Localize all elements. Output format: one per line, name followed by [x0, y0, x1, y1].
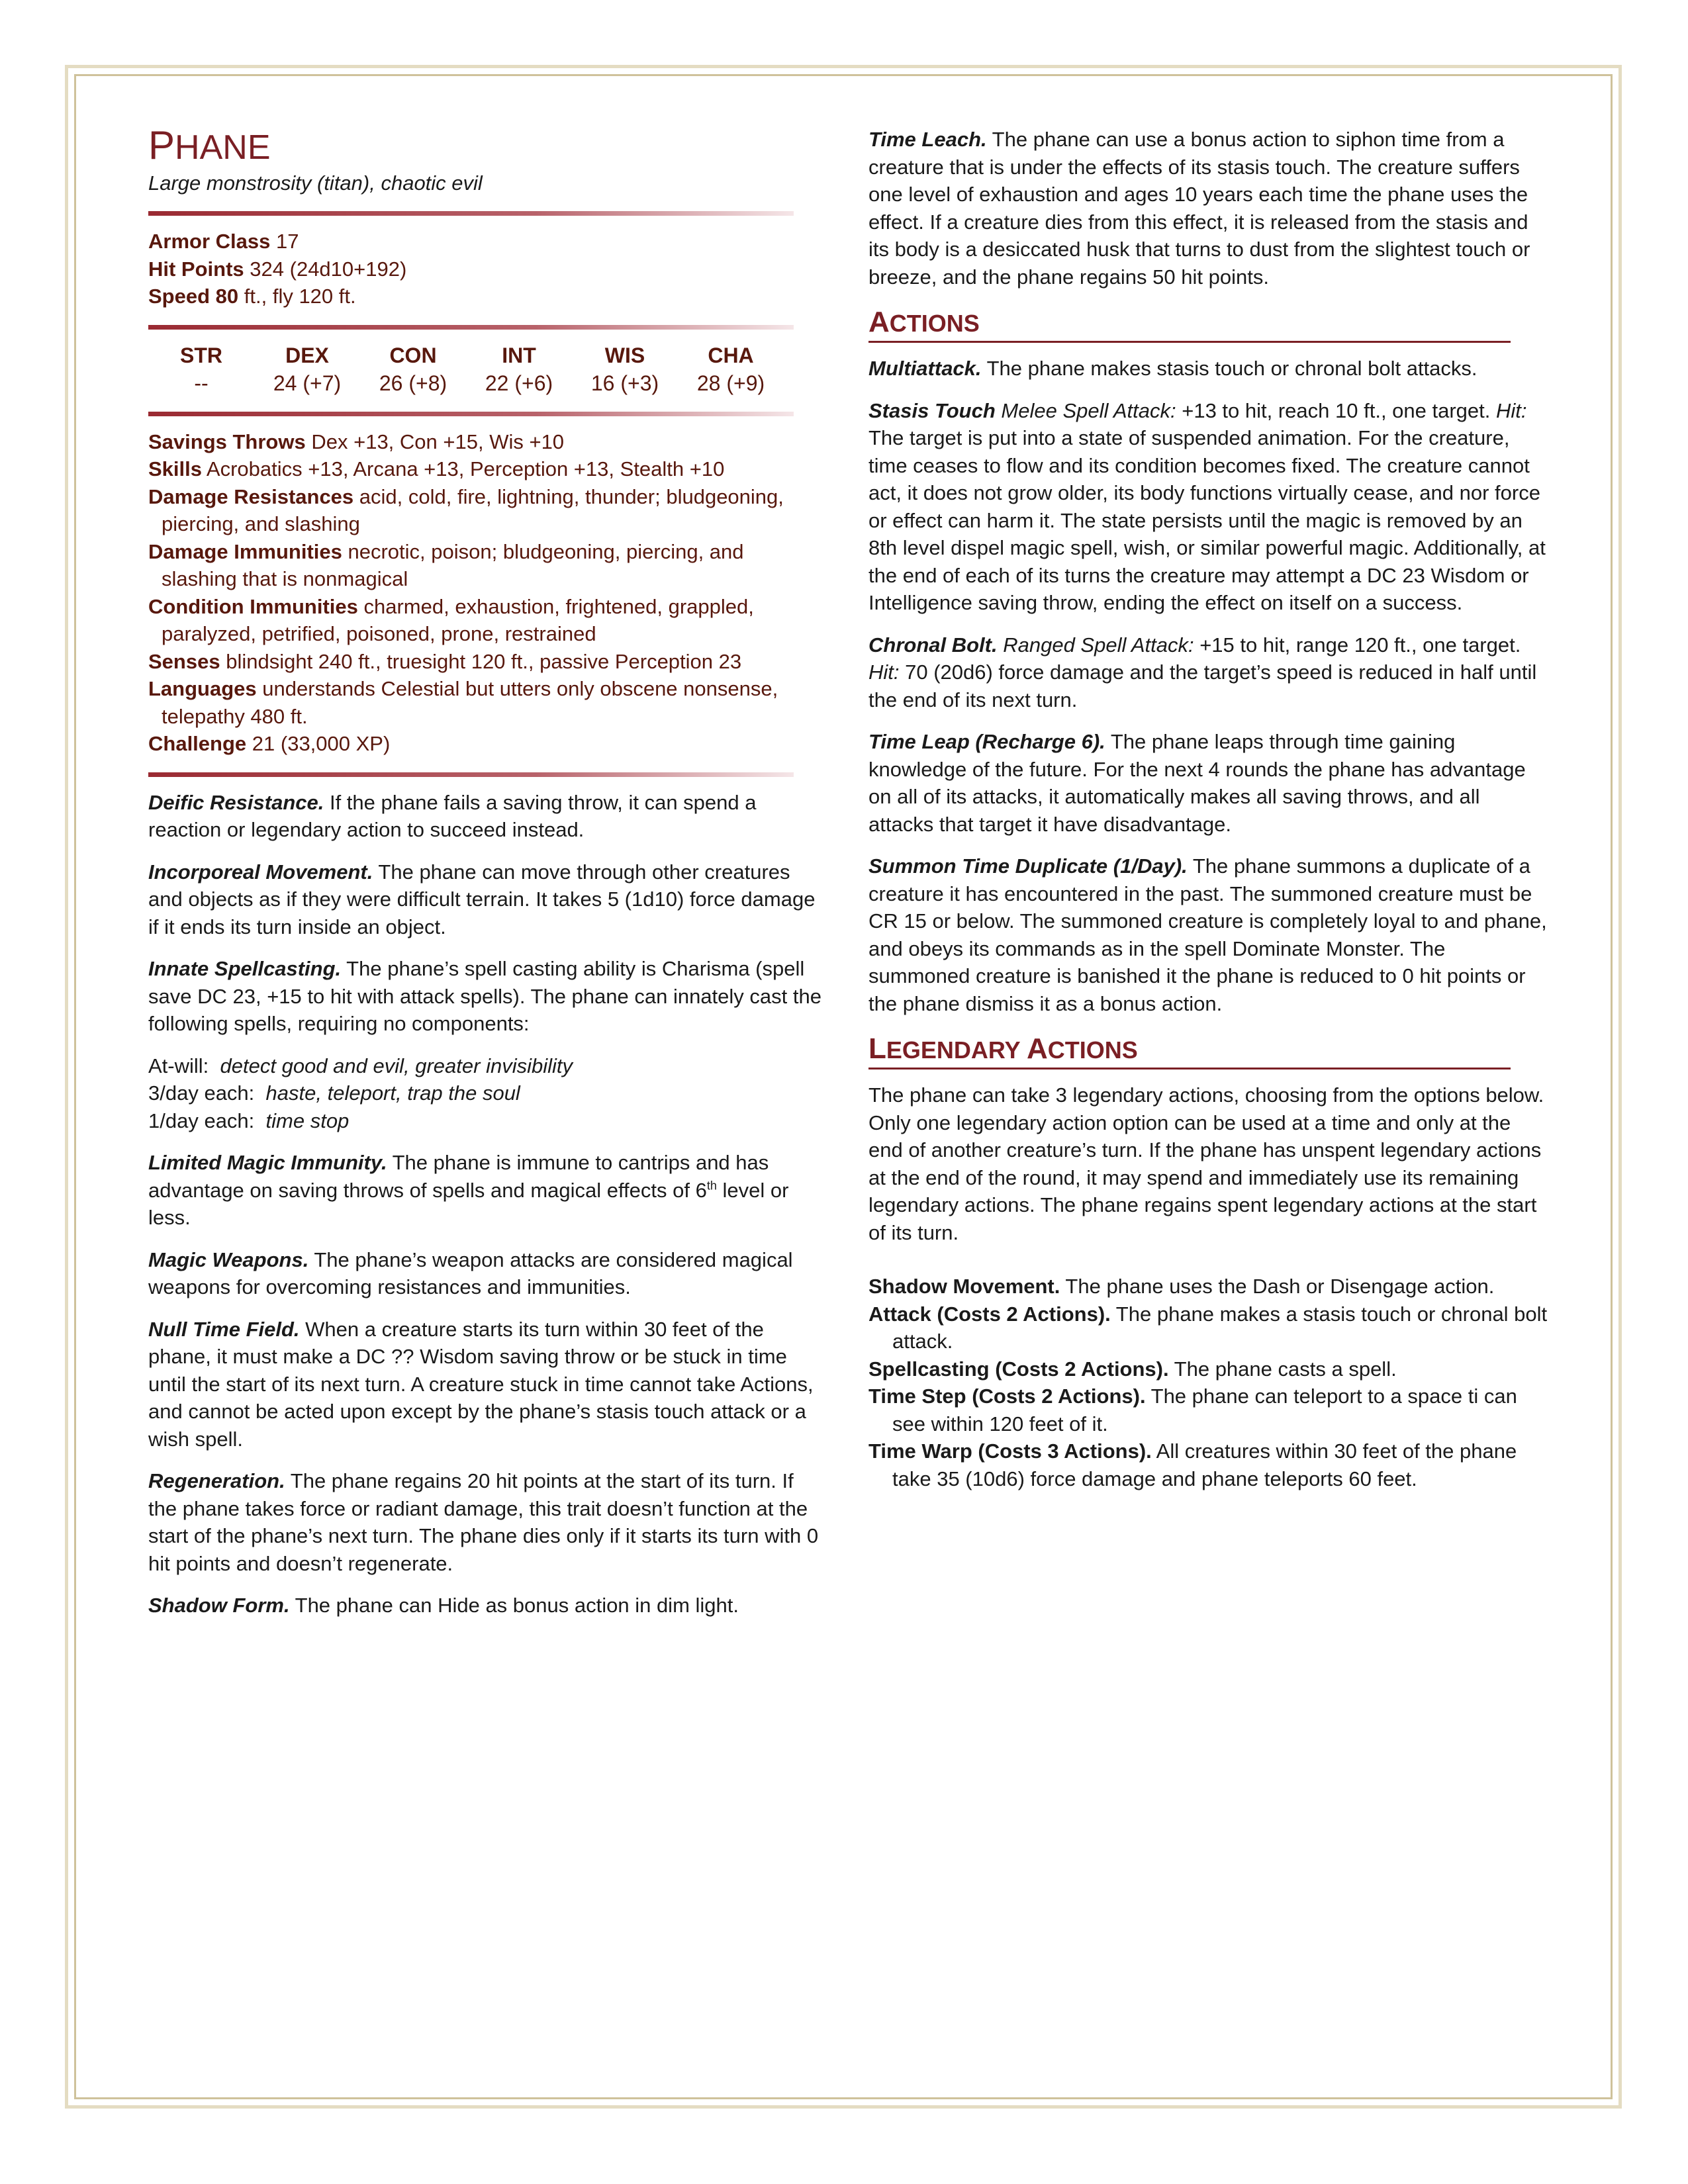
action-stasis-touch: Stasis Touch Melee Spell Attack: +13 to hit, reach 10 ft., one target. Hit: The target is put into a state of suspended animation. For the creature, time ceases to flow and its condition becomes fixed. The creature cannot act, it does not grow older, its body functions virtually cease, and nor force or effect can harm it. The state persists until the magic is removed by an 8th level dispel magic spell, wish, or similar powerful magic. Additionally, at the end of each of its turns the creature may attempt a DC 23 Wisdom or Intelligence saving throw, ending the effect on itself on a success.	[868, 398, 1546, 614]
action-time-leap: Time Leap (Recharge 6). The phane leaps through time gaining knowledge of the future. For the next 4 rounds the phane has advantage on all of its attacks, it automatically makes all saving throws, and all attacks that target it have disadvantage.	[868, 730, 1526, 836]
ability-headers	[148, 341, 784, 369]
ability-header-con: CON	[389, 343, 437, 367]
trait-deific-resistance: Deific Resistance. If the phane fails a saving throw, it can spend a reaction or legendary action to succeed instead.	[148, 790, 757, 841]
trait-regeneration: Regeneration. The phane regains 20 hit points at the start of its turn. If the phane takes force or radiant damage, this trait doesn’t function at the start of the phane’s next turn. The phane dies only if it starts its turn with 0 hit points and doesn’t regenerate.	[148, 1469, 819, 1575]
ability-header-int: INT	[502, 343, 536, 367]
monster-name	[148, 123, 823, 167]
trait-shadow-form: Shadow Form. The phane can Hide as bonus action in dim light.	[148, 1594, 739, 1617]
trait-limited-magic-immunity: Limited Magic Immunity. The phane is immune to cantrips and has advantage on saving throws of spells and magical effects of 6th level or less.	[148, 1151, 789, 1229]
ability-header-str: STR	[180, 343, 222, 367]
ability-header-cha: CHA	[708, 343, 754, 367]
trait-magic-weapons: Magic Weapons. The phane’s weapon attacks are considered magical weapons for overcoming resistances and immunities.	[148, 1248, 793, 1298]
tapered-rule	[148, 211, 794, 216]
ability-scores-table	[148, 341, 784, 397]
skills: Skills Acrobatics +13, Arcana +13, Perception +13, Stealth +10	[148, 457, 725, 480]
trait-innate-spellcasting: Innate Spellcasting. The phane’s spell casting ability is Charisma (spell save DC 23, +15 to hit with attack spells). The phane can innately cast the following spells, requiring no components:	[148, 957, 821, 1035]
ability-value-wis: 16 (+3)	[590, 371, 659, 395]
left-column	[148, 123, 823, 1634]
tapered-rule	[148, 772, 794, 777]
legendary-attack: Attack (Costs 2 Actions). The phane makes a stasis touch or chronal bolt attack.	[868, 1302, 1548, 1353]
action-chronal-bolt: Chronal Bolt. Ranged Spell Attack: +15 to hit, range 120 ft., one target. Hit: 70 (20d6) force damage and the target’s speed is reduced in half until the end of its next turn.	[868, 633, 1537, 711]
languages: Languages understands Celestial but utters only obscene nonsense, telepathy 480 ft.	[148, 677, 778, 728]
ability-value-cha: 28 (+9)	[696, 371, 765, 395]
spell-line-at-will: At-will: detect good and evil, greater invisibility	[148, 1054, 573, 1077]
senses: Senses blindsight 240 ft., truesight 120 ft., passive Perception 23	[148, 649, 742, 673]
legendary-intro: The phane can take 3 legendary actions, choosing from the options below. Only one legendary action option can be used at a time and only at the end of another creature’s turn. If the phane has unspent legendary actions at the end of the round, it may spend and immediately use its remaining legendary actions. The phane regains spent legendary actions at the start of its turn.	[868, 1083, 1544, 1244]
monster-type: Large monstrosity (titan), chaotic evil	[148, 171, 483, 195]
trait-null-time-field: Null Time Field. When a creature starts its turn within 30 feet of the phane, it must make a DC ?? Wisdom saving throw or be stuck in time until the start of its next turn. A creature stuck in time cannot take Actions, and cannot be acted upon except by the phane’s stasis touch attack or a wish spell.	[148, 1317, 814, 1451]
basic-stats	[148, 228, 823, 310]
secondary-stats	[148, 428, 823, 758]
action-summon-time-duplicate: Summon Time Duplicate (1/Day). The phane summons a duplicate of a creature it has encountered in the past. The summoned creature must be CR 15 or below. The summoned creature is completely loyal to and phane, and obeys its commands as in the spell Dominate Monster. The summoned creature is banished it the phane is reduced to 0 hit points or the phane dismiss it as a bonus action.	[868, 854, 1547, 1015]
monster-name-rest: HANE	[175, 128, 271, 167]
monster-name-initial: P	[148, 123, 175, 167]
saving-throws: Savings Throws Dex +13, Con +15, Wis +10	[148, 430, 565, 453]
ability-header-dex: DEX	[285, 343, 329, 367]
spell-line-3-day: 3/day each: haste, teleport, trap the soul	[148, 1081, 520, 1105]
tapered-rule	[148, 412, 794, 416]
right-column	[868, 126, 1550, 1492]
legendary-action-list	[868, 1273, 1550, 1492]
actions-heading: ACTIONS	[868, 308, 1511, 343]
trait-incorporeal-movement: Incorporeal Movement. The phane can move through other creatures and objects as if they were difficult terrain. It takes 5 (1d10) force damage if it ends its turn inside an object.	[148, 860, 816, 938]
trait-time-leach: Time Leach. The phane can use a bonus action to siphon time from a creature that is under the effects of its stasis touch. The creature suffers one level of exhaustion and ages 10 years each time the phane uses the effect. If a creature dies from this effect, it is released from the stasis and its body is a desiccated husk that turns to dust from the slightest touch or breeze, and the phane regains 50 hit points.	[868, 128, 1530, 289]
condition-immunities: Condition Immunities charmed, exhaustion, frightened, grappled, paralyzed, petrified, poisoned, prone, restrained	[148, 594, 754, 645]
action-multiattack: Multiattack. The phane makes stasis touch or chronal bolt attacks.	[868, 357, 1477, 380]
legendary-time-warp: Time Warp (Costs 3 Actions). All creatures within 30 feet of the phane take 35 (10d6) force damage and phane teleports 60 feet.	[868, 1439, 1517, 1490]
challenge: Challenge 21 (33,000 XP)	[148, 732, 391, 755]
speed: Speed 80 ft., fly 120 ft.	[148, 285, 356, 308]
ability-header-wis: WIS	[604, 343, 645, 367]
damage-immunities: Damage Immunities necrotic, poison; bludgeoning, piercing, and slashing that is nonmagical	[148, 539, 744, 590]
ability-value-int: 22 (+6)	[485, 371, 553, 395]
ability-value-con: 26 (+8)	[379, 371, 447, 395]
spell-list	[148, 1052, 823, 1135]
armor-class: Armor Class 17	[148, 230, 299, 253]
tapered-rule	[148, 325, 794, 330]
ability-value-dex: 24 (+7)	[273, 371, 342, 395]
ability-value-str: --	[194, 371, 209, 395]
ability-values	[148, 369, 784, 397]
legendary-spellcasting: Spellcasting (Costs 2 Actions). The phane casts a spell.	[868, 1357, 1397, 1381]
legendary-shadow-movement: Shadow Movement. The phane uses the Dash or Disengage action.	[868, 1275, 1495, 1298]
spell-line-1-day: 1/day each: time stop	[148, 1109, 350, 1132]
legendary-actions-heading: LEGENDARY ACTIONS	[868, 1034, 1511, 1069]
legendary-time-step: Time Step (Costs 2 Actions). The phane can teleport to a space ti can see within 120 feet of it.	[868, 1385, 1517, 1435]
hit-points: Hit Points 324 (24d10+192)	[148, 257, 407, 281]
damage-resistances: Damage Resistances acid, cold, fire, lightning, thunder; bludgeoning, piercing, and slashing	[148, 484, 784, 535]
